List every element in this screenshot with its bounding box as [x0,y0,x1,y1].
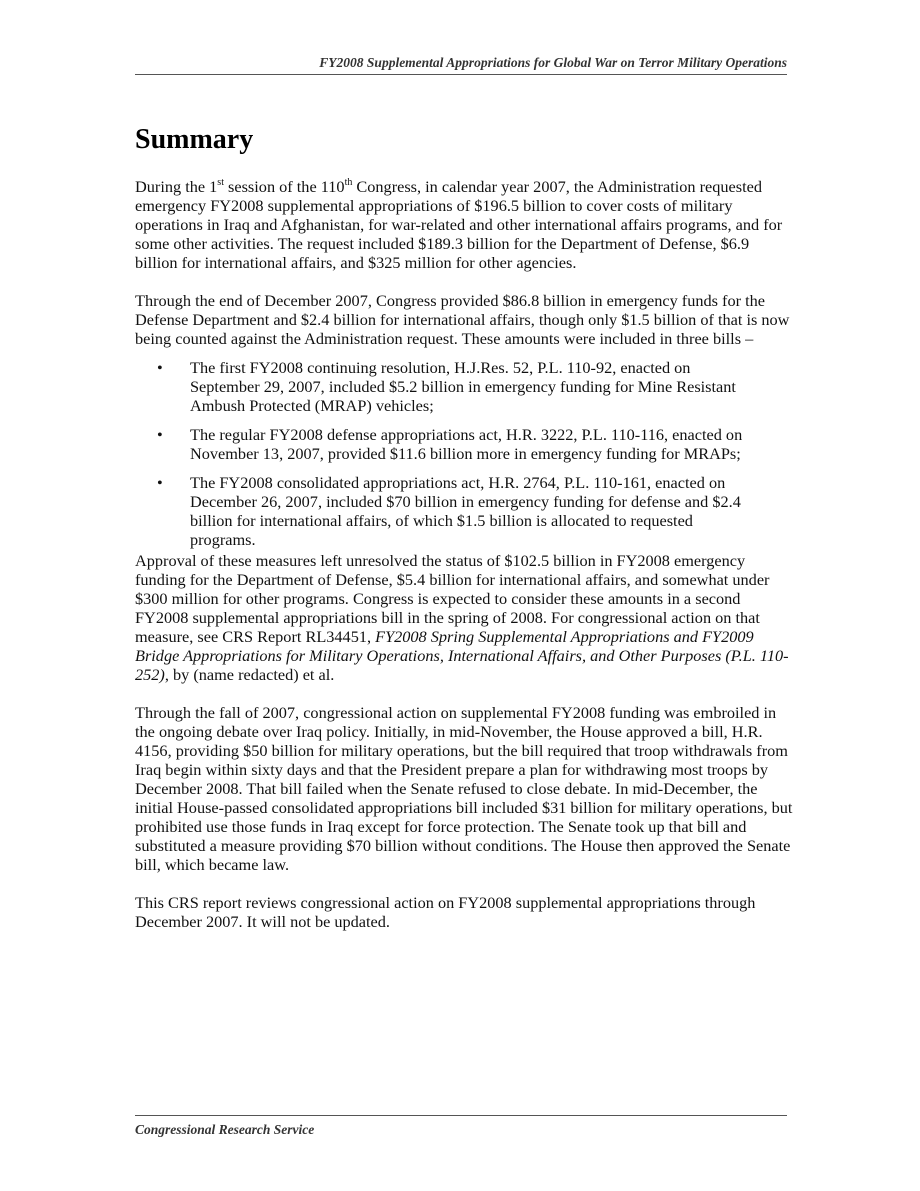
text-run: During the 1 [135,177,218,196]
bullet-icon: • [157,473,163,492]
list-item [135,425,745,463]
text-run: Congress, in calendar year 2007, the Administration requested emergency FY2008 supplemental appropriations of $196.5 billion to cover costs of military operations in Iraq and Afghanistan, for war-related and other international affairs programs, and for some other activities. The request included $189.3 billion for the Department of Defense, $6.9 billion for international affairs, and $325 million for other agencies. [135,177,783,272]
superscript-th: th [344,176,353,188]
report-title: FY2008 Spring Supplemental Appropriations and FY2009 Bridge Appropriations for Military Operations, International Affairs, and Other Purposes (P.L. 110-252) [135,627,789,684]
list-item-text: The FY2008 consolidated appropriations act, H.R. 2764, P.L. 110-161, enacted on December 26, 2007, included $70 billion in emergency funding for defense and $2.4 billion for international affairs, of which $1.5 billion is allocated to requested programs. [190,473,741,549]
running-header: FY2008 Supplemental Appropriations for Global War on Terror Military Operations [135,55,787,75]
running-footer: Congressional Research Service [135,1115,787,1138]
bullet-icon: • [157,425,163,444]
paragraph-debate: Through the fall of 2007, congressional action on supplemental FY2008 funding was embroiled in the ongoing debate over Iraq policy. Initially, in mid-November, the House approved a bill, H.R. 4156, providing $50 billion for military operations, but the bill required that troop withdrawals from Iraq begin within sixty days and that the President prepare a plan for withdrawing most troops by December 2008. That bill failed when the Senate refused to close debate. In mid-December, the initial House-passed consolidated appropriations bill included $31 billion for military operations, but prohibited use those funds in Iraq except for force protection. The Senate took up that bill and substituted a measure providing $70 billion without conditions. The House then approved the Senate bill, which became law. [135,703,793,874]
bill-list [135,358,795,549]
list-item [135,473,745,549]
paragraph-unresolved [135,551,795,684]
superscript-st: st [217,176,224,188]
text-run: , by (name redacted) et al. [164,665,335,684]
bullet-icon: • [157,358,163,377]
list-item [135,358,745,415]
paragraph-intro [135,177,795,272]
text-run: session of the 110 [223,177,345,196]
list-item-text: The regular FY2008 defense appropriations act, H.R. 3222, P.L. 110-116, enacted on November 13, 2007, provided $11.6 billion more in emergency funding for MRAPs; [190,425,743,463]
summary-body [135,177,795,950]
text-run: Approval of these measures left unresolved the status of $102.5 billion in FY2008 emergency funding for the Department of Defense, $5.4 billion for international affairs, and somewhat under $300 million for other programs. Congress is expected to consider these amounts in a second FY2008 supplemental appropriations bill in the spring of 2008. For congressional action on that measure, see CRS Report RL34451, [135,551,770,646]
list-item-text: The first FY2008 continuing resolution, H.J.Res. 52, P.L. 110-92, enacted on September 29, 2007, included $5.2 billion in emergency funding for Mine Resistant Ambush Protected (MRAP) vehicles; [190,358,736,415]
paragraph-funding: Through the end of December 2007, Congress provided $86.8 billion in emergency funds for the Defense Department and $2.4 billion for international affairs, though only $1.5 billion of that is now being counted against the Administration request. These amounts were included in three bills – [135,291,790,348]
page-title: Summary [135,124,254,155]
paragraph-closing: This CRS report reviews congressional action on FY2008 supplemental appropriations through December 2007. It will not be updated. [135,893,756,931]
